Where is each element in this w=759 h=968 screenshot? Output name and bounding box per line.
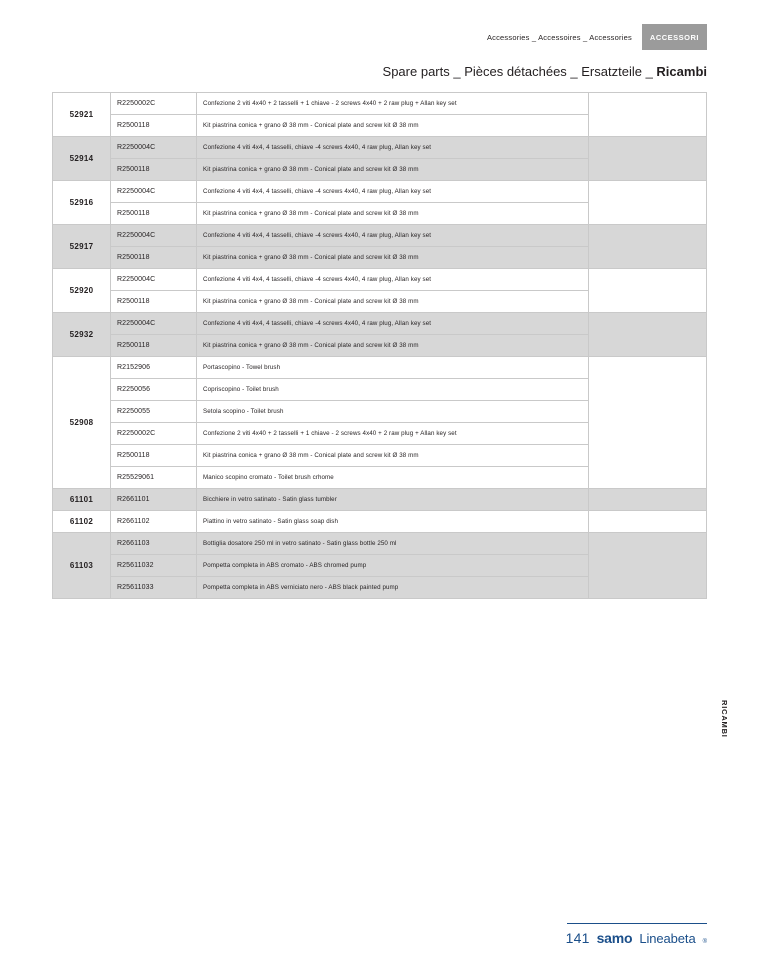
spare-parts-table [52,92,707,599]
part-description-cell: Kit piastrina conica + grano Ø 38 mm - Conical plate and screw kit Ø 38 mm [197,445,589,467]
part-reference-cell: R2250004C [111,225,197,247]
part-description-cell: Piattino in vetro satinato - Satin glass soap dish [197,511,589,533]
header-section-tab: ACCESSORI [642,24,707,50]
part-description-cell: Bicchiere in vetro satinato - Satin glass tumbler [197,489,589,511]
table-row [53,511,707,533]
brand-samo: samo [596,930,633,946]
product-image-cell [589,269,707,313]
spare-parts-table-wrap [52,92,707,599]
part-reference-cell: R2500118 [111,159,197,181]
part-description-cell: Confezione 4 viti 4x4, 4 tasselli, chiave -4 screws 4x40, 4 raw plug, Allan key set [197,181,589,203]
part-description-cell: Kit piastrina conica + grano Ø 38 mm - Conical plate and screw kit Ø 38 mm [197,335,589,357]
product-code-cell: 52908 [53,357,111,489]
part-description-cell: Pompetta completa in ABS verniciato nero - ABS black painted pump [197,577,589,599]
page-title [383,64,707,79]
part-description-cell: Confezione 2 viti 4x40 + 2 tasselli + 1 chiave - 2 screws 4x40 + 2 raw plug + Allan key set [197,93,589,115]
table-row [53,533,707,555]
product-image-cell [589,137,707,181]
page-header [487,24,707,50]
product-image-cell [589,93,707,137]
part-description-cell: Setola scopino - Toilet brush [197,401,589,423]
page-footer [566,930,707,946]
part-reference-cell: R2500118 [111,445,197,467]
part-reference-cell: R2500118 [111,291,197,313]
part-reference-cell: R25611032 [111,555,197,577]
table-row [53,489,707,511]
part-description-cell: Confezione 2 viti 4x40 + 2 tasselli + 1 chiave - 2 screws 4x40 + 2 raw plug + Allan key set [197,423,589,445]
part-description-cell: Portascopino - Towel brush [197,357,589,379]
product-image-cell [589,225,707,269]
part-description-cell: Kit piastrina conica + grano Ø 38 mm - Conical plate and screw kit Ø 38 mm [197,291,589,313]
part-reference-cell: R2500118 [111,115,197,137]
product-image-cell [589,533,707,599]
product-code-cell: 52932 [53,313,111,357]
product-code-cell: 61103 [53,533,111,599]
part-reference-cell: R2661101 [111,489,197,511]
part-reference-cell: R2250055 [111,401,197,423]
table-row [53,269,707,291]
product-image-cell [589,511,707,533]
product-code-cell: 52914 [53,137,111,181]
part-description-cell: Kit piastrina conica + grano Ø 38 mm - Conical plate and screw kit Ø 38 mm [197,159,589,181]
product-image-cell [589,357,707,489]
product-image-cell [589,313,707,357]
part-reference-cell: R25529061 [111,467,197,489]
part-description-cell: Pompetta completa in ABS cromato - ABS chromed pump [197,555,589,577]
part-reference-cell: R25611033 [111,577,197,599]
part-reference-cell: R2250056 [111,379,197,401]
part-reference-cell: R2500118 [111,203,197,225]
page-number: 141 [565,930,590,946]
part-description-cell: Bottiglia dosatore 250 ml in vetro satinato - Satin glass bottle 250 ml [197,533,589,555]
page-title-bold: Ricambi [656,64,707,79]
part-description-cell: Kit piastrina conica + grano Ø 38 mm - Conical plate and screw kit Ø 38 mm [197,203,589,225]
header-languages: Accessories _ Accessoires _ Accessories [486,32,632,42]
table-row [53,181,707,203]
table-row [53,93,707,115]
part-description-cell: Confezione 4 viti 4x4, 4 tasselli, chiave -4 screws 4x40, 4 raw plug, Allan key set [197,225,589,247]
product-image-cell [589,181,707,225]
part-reference-cell: R2250002C [111,93,197,115]
product-code-cell: 61102 [53,511,111,533]
part-description-cell: Manico scopino cromato - Toilet brush crhome [197,467,589,489]
table-row [53,357,707,379]
part-description-cell: Confezione 4 viti 4x4, 4 tasselli, chiave -4 screws 4x40, 4 raw plug, Allan key set [197,313,589,335]
table-row [53,137,707,159]
product-image-cell [589,489,707,511]
part-reference-cell: R2250004C [111,181,197,203]
product-code-cell: 52920 [53,269,111,313]
part-reference-cell: R2500118 [111,247,197,269]
part-reference-cell: R2661102 [111,511,197,533]
table-row [53,225,707,247]
page-title-main: Spare parts _ Pièces détachées _ Ersatzteile _ [382,64,657,79]
product-code-cell: 61101 [53,489,111,511]
product-code-cell: 52916 [53,181,111,225]
part-reference-cell: R2661103 [111,533,197,555]
part-description-cell: Copriscopino - Toilet brush [197,379,589,401]
brand-lineabeta: Lineabeta [639,931,696,946]
footer-divider [567,923,707,924]
part-reference-cell: R2250004C [111,269,197,291]
product-code-cell: 52917 [53,225,111,269]
product-code-cell: 52921 [53,93,111,137]
brand-trademark: ® [702,939,707,945]
part-reference-cell: R2250002C [111,423,197,445]
part-description-cell: Confezione 4 viti 4x4, 4 tasselli, chiave -4 screws 4x40, 4 raw plug, Allan key set [197,137,589,159]
part-description-cell: Kit piastrina conica + grano Ø 38 mm - Conical plate and screw kit Ø 38 mm [197,247,589,269]
part-reference-cell: R2250004C [111,137,197,159]
part-reference-cell: R2250004C [111,313,197,335]
part-description-cell: Kit piastrina conica + grano Ø 38 mm - Conical plate and screw kit Ø 38 mm [197,115,589,137]
part-reference-cell: R2500118 [111,335,197,357]
table-row [53,313,707,335]
side-section-tab: RICAMBI [720,700,729,738]
part-description-cell: Confezione 4 viti 4x4, 4 tasselli, chiave -4 screws 4x40, 4 raw plug, Allan key set [197,269,589,291]
part-reference-cell: R2152906 [111,357,197,379]
